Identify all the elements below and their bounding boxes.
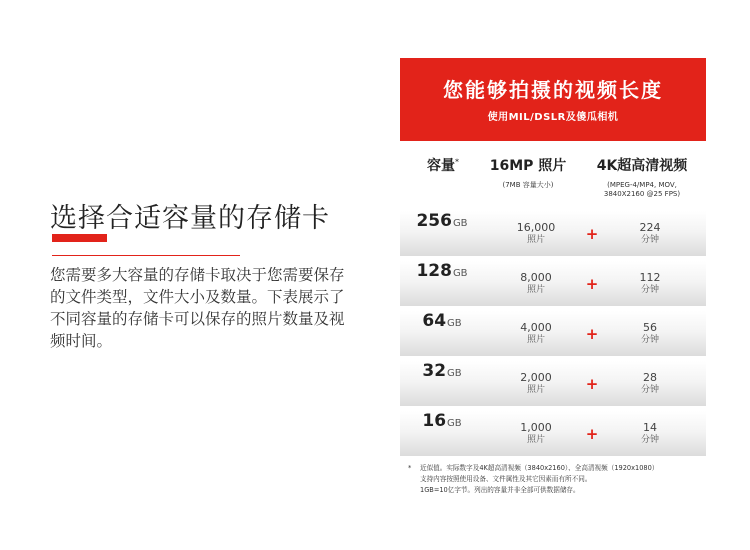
section-title: 选择合适容量的存储卡	[50, 203, 330, 234]
minutes-unit: 分钟	[640, 435, 659, 445]
photo-count: 8,000	[520, 271, 552, 284]
plus-icon: +	[585, 374, 599, 393]
minutes-unit: 分钟	[640, 335, 659, 345]
section-description: 您需要多大容量的存储卡取决于您需要保存的文件类型，文件大小及数量。下表展示了不同容量的存储卡可以保存的照片数量及视频时间。	[50, 266, 345, 350]
plus-icon: +	[585, 274, 599, 293]
plus-icon: +	[585, 324, 599, 343]
panel-banner	[400, 58, 706, 141]
minutes-unit: 分钟	[640, 285, 659, 295]
photo-count: 16,000	[516, 221, 556, 234]
footnote	[408, 463, 708, 496]
footnote-mark: *	[408, 464, 412, 472]
capacity-value: 16	[422, 411, 447, 431]
video-minutes: 56	[643, 321, 657, 334]
video-minutes: 112	[639, 271, 661, 284]
capacity-unit: GB	[447, 318, 462, 329]
photo-count: 2,000	[520, 371, 552, 384]
header-video	[578, 155, 706, 199]
capacity-value: 256	[416, 211, 452, 231]
footnote-line-1: 近似值。实际数字及4K超高清视频（3840x2160）、全高清视频（1920x1080）	[420, 464, 659, 472]
minutes-unit: 分钟	[640, 235, 659, 245]
capacity-unit: GB	[452, 218, 468, 229]
header-capacity	[410, 155, 476, 175]
minutes-unit: 分钟	[640, 385, 659, 395]
photo-unit: 照片	[526, 235, 545, 245]
video-minutes: 14	[643, 421, 657, 434]
header-photos	[480, 155, 576, 190]
video-minutes: 28	[643, 371, 657, 384]
capacity-panel	[400, 58, 706, 461]
capacity-value: 128	[416, 261, 452, 281]
header-capacity-mark: *	[455, 157, 459, 167]
capacity-unit: GB	[447, 418, 462, 429]
footnote-line-2: 支持内容按照使用设备、文件属性及其它因素而有所不同。	[420, 475, 592, 483]
photo-unit: 照片	[526, 285, 545, 295]
banner-title: 您能够拍摄的视频长度	[443, 78, 663, 102]
video-minutes: 224	[639, 221, 661, 234]
title-divider	[52, 255, 240, 256]
capacity-value: 64	[422, 311, 447, 331]
capacity-rows	[400, 211, 706, 456]
header-photos-label: 16MP 照片	[489, 158, 567, 174]
header-capacity-label: 容量	[427, 158, 455, 174]
table-row	[400, 211, 706, 256]
table-header	[400, 141, 706, 211]
capacity-unit: GB	[447, 368, 462, 379]
photo-count: 4,000	[520, 321, 552, 334]
plus-icon: +	[585, 224, 599, 243]
photo-count: 1,000	[520, 421, 552, 434]
header-photos-sub: (7MB 容量大小)	[502, 181, 554, 189]
banner-subtitle: 使用MIL/DSLR及傻瓜相机	[487, 112, 619, 123]
header-video-label: 4K超高清视频	[596, 158, 688, 174]
header-video-sub-1: (MPEG-4/MP4, MOV,	[607, 181, 677, 189]
table-row	[400, 361, 706, 406]
photo-unit: 照片	[526, 335, 545, 345]
footnote-line-3: 1GB=10亿字节。列出的容量并非全部可供数据储存。	[420, 486, 580, 494]
photo-unit: 照片	[526, 435, 545, 445]
capacity-value: 32	[422, 361, 447, 381]
table-row	[400, 311, 706, 356]
plus-icon: +	[585, 424, 599, 443]
table-row	[400, 411, 706, 456]
table-row	[400, 261, 706, 306]
header-video-sub-2: 3840X2160 @25 FPS)	[603, 190, 681, 198]
photo-unit: 照片	[526, 385, 545, 395]
capacity-unit: GB	[452, 268, 468, 279]
title-accent-bar	[52, 234, 107, 242]
